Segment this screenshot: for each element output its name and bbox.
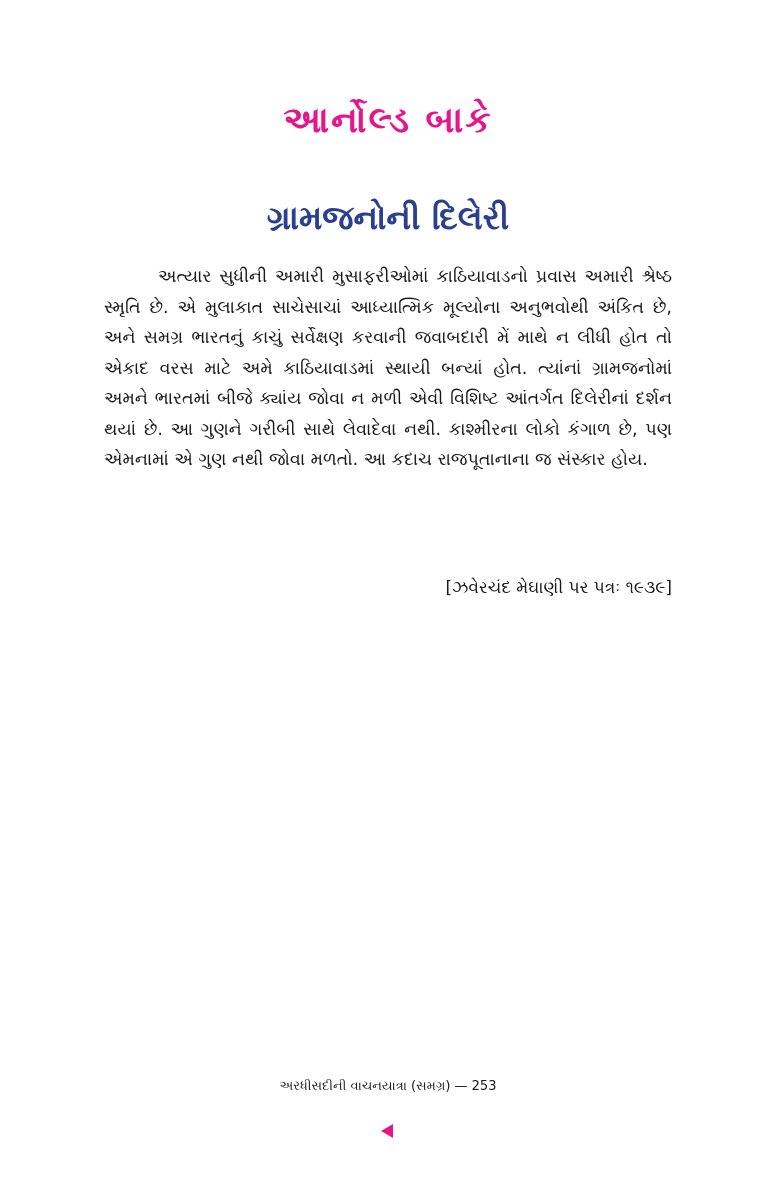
citation: [ઝવેરચંદ મેઘાણી પર પત્રઃ ૧૯૩૯]	[445, 578, 672, 598]
body-paragraph: અત્યાર સુધીની અમારી મુસાફરીઓમાં કાઠિયાવાડનો પ્રવાસ અમારી શ્રેષ્ઠ સ્મૃતિ છે. એ મુલાકાત સાચેસાચાં આધ્યાત્મિક મૂલ્યોના અનુભવોથી અંકિત છે, અને સમગ્ર ભારતનું કાચું સર્વેક્ષણ કરવાની જવાબદારી મેં માથે ન લીધી હોત તો એકાદ વરસ માટે અમે કાઠિયાવાડમાં સ્થાયી બન્યાં હોત. ત્યાંનાં ગ્રામજનોમાં અમને ભારતમાં બીજે ક્યાંય જોવા ન મળી એવી વિશિષ્ટ આંતર્ગત દિલેરીનાં દર્શન થયાં છે. આ ગુણને ગરીબી સાથે લેવાદેવા નથી. કાશ્મીરના લોકો કંગાળ છે, પણ એમનામાં એ ગુણ નથી જોવા મળતો. આ કદાચ રાજપૂતાનાના જ સંસ્કાર હોય.	[104, 267, 672, 470]
previous-page-arrow-icon[interactable]	[381, 1124, 393, 1138]
page-footer: અરધીસદીની વાચનયાત્રા (સમગ્ર) — 253	[279, 1079, 497, 1094]
author-name: આર્નોલ્ડ બાકે	[283, 100, 493, 141]
page-title: ગ્રામજનોની દિલેરી	[266, 198, 510, 237]
